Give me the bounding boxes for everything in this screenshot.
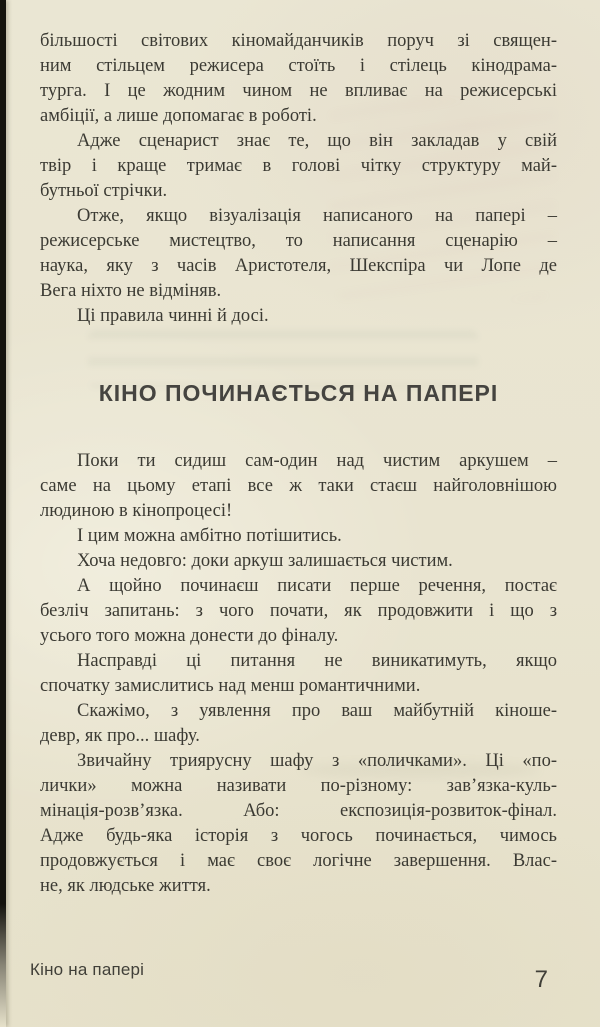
text-line: Ці правила чинні й досі. [77, 306, 269, 326]
bottom-paragraphs [40, 449, 557, 899]
text-line: І цим можна амбітно потішитись. [77, 526, 342, 546]
text-line: не, як людське життя. [40, 876, 211, 896]
paragraph [40, 129, 557, 204]
page-number: 7 [534, 966, 548, 993]
text-line: мінація-розв’язка. Або: експозиція-розвиток-фінал. [40, 801, 557, 821]
paragraph [40, 699, 557, 749]
text-line: людиною в кінопроцесі! [40, 501, 233, 521]
text-line: А щойно починаєш писати перше речення, постає [77, 576, 557, 596]
text-line: турга. І це жодним чином не впливає на режисерські [40, 81, 557, 101]
text-line: Поки ти сидиш сам-один над чистим аркушем – [77, 451, 557, 471]
text-line: Насправді ці питання не виникатимуть, якщо [77, 651, 557, 671]
text-line: продовжується і має своє логічне завершення. Влас- [40, 851, 557, 871]
text-line: ним стільцем режисера стоїть і стілець кінодрама- [40, 56, 557, 76]
text-line: лички» можна називати по-різному: зав’язка-куль- [40, 776, 557, 796]
page-content [40, 29, 557, 899]
text-line: безліч запитань: з чого почати, як продовжити і що з [40, 601, 557, 621]
page-footer [30, 954, 548, 1000]
text-line: Хоча недовго: доки аркуш залишається чистим. [77, 551, 453, 571]
paragraph [40, 449, 557, 524]
text-line: Адже будь-яка історія з чогось починається, чимось [40, 826, 557, 846]
paragraph [40, 749, 557, 899]
text-line: Адже сценарист знає те, що він закладав у свій [77, 131, 557, 151]
paragraph [40, 549, 557, 574]
text-line: спочатку замислитись над менш романтичними. [40, 676, 421, 696]
text-line: бутньої стрічки. [40, 181, 168, 201]
text-line: амбіції, а лише допомагає в роботі. [40, 106, 317, 126]
paragraph [40, 304, 557, 329]
text-line: саме на цьому етапі все ж таки стаєш найголовнішою [40, 476, 557, 496]
chapter-heading: КІНО ПОЧИНАЄТЬСЯ НА ПАПЕРІ [98, 380, 499, 406]
running-title: Кіно на папері [30, 960, 145, 979]
text-line: Звичайну триярусну шафу з «поличками». Ці «по- [77, 751, 557, 771]
text-line: Скажімо, з уявлення про ваш майбутній кіноше- [77, 701, 557, 721]
paragraph [40, 29, 557, 129]
text-line: твір і краще тримає в голові чітку структуру май- [40, 156, 557, 176]
text-line: більшості світових кіномайданчиків поруч зі священ- [40, 31, 557, 51]
text-line: Вега ніхто не відміняв. [40, 281, 222, 301]
paragraph [40, 649, 557, 699]
paragraph [40, 574, 557, 649]
text-line: усього того можна донести до фіналу. [40, 626, 339, 646]
scan-edge-strip [0, 0, 6, 1027]
top-paragraphs [40, 29, 557, 329]
paragraph [40, 524, 557, 549]
paragraph [40, 204, 557, 304]
text-line: Отже, якщо візуалізація написаного на папері – [77, 206, 557, 226]
text-line: наука, яку з часів Аристотеля, Шекспіра чи Лопе де [40, 256, 557, 276]
text-line: режисерське мистецтво, то написання сценарію – [40, 231, 557, 251]
text-line: девр, як про... шафу. [40, 726, 200, 746]
